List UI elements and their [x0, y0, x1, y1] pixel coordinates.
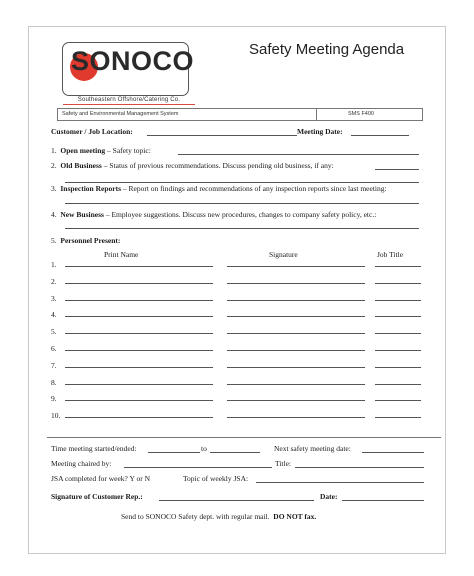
personnel-name-field[interactable]: [65, 266, 213, 267]
page-title: Safety Meeting Agenda: [249, 41, 405, 58]
system-label: Safety and Environmental Management System: [62, 111, 179, 117]
new-business-field[interactable]: [65, 228, 419, 229]
row-number: 10.: [51, 411, 61, 421]
system-bar-divider: [316, 109, 317, 120]
date-label: Date:: [320, 492, 338, 501]
personnel-signature-field[interactable]: [227, 400, 365, 401]
old-business-field[interactable]: [375, 169, 419, 170]
form-code: SMS F400: [348, 111, 374, 117]
personnel-name-field[interactable]: [65, 350, 213, 351]
personnel-name-field[interactable]: [65, 316, 213, 317]
personnel-job-title-field[interactable]: [375, 400, 421, 401]
to-label: to: [201, 444, 207, 453]
next-meeting-label: Next safety meeting date:: [274, 444, 351, 453]
column-job-title: Job Title: [377, 250, 404, 259]
personnel-name-field[interactable]: [65, 300, 213, 301]
logo-text: SONOCO: [71, 46, 195, 76]
customer-label: Customer / Job Location:: [51, 127, 133, 136]
row-number: 4.: [51, 310, 57, 320]
meeting-date-label: Meeting Date:: [297, 127, 343, 136]
title-label: Title:: [275, 459, 291, 468]
personnel-signature-field[interactable]: [227, 283, 365, 284]
personnel-name-field[interactable]: [65, 384, 213, 385]
personnel-job-title-field[interactable]: [375, 417, 421, 418]
personnel-name-field[interactable]: [65, 417, 213, 418]
agenda-item-4: 4. New Business – Employee suggestions. Discuss new procedures, changes to company safety policy, etc.:: [51, 210, 377, 219]
personnel-name-field[interactable]: [65, 367, 213, 368]
row-number: 6.: [51, 344, 57, 353]
safety-topic-field[interactable]: [178, 154, 419, 155]
agenda-item-2: 2. Old Business – Status of previous recommendations. Discuss pending old business, if any:: [51, 161, 334, 170]
row-number: 8.: [51, 377, 57, 387]
meeting-date-field[interactable]: [351, 135, 409, 136]
chaired-label: Meeting chaired by:: [51, 459, 112, 468]
personnel-signature-field[interactable]: [227, 300, 365, 301]
personnel-signature-field[interactable]: [227, 266, 365, 267]
personnel-job-title-field[interactable]: [375, 316, 421, 317]
personnel-job-title-field[interactable]: [375, 367, 421, 368]
row-number: 2.: [51, 276, 57, 286]
send-instructions: Send to SONOCO Safety dept. with regular mail. DO NOT fax.: [121, 512, 317, 521]
section-divider: [47, 437, 441, 438]
personnel-signature-field[interactable]: [227, 333, 365, 334]
signature-date-field[interactable]: [342, 500, 424, 501]
personnel-signature-field[interactable]: [227, 316, 365, 317]
form-sheet: [28, 26, 446, 554]
customer-field[interactable]: [147, 135, 297, 136]
personnel-job-title-field[interactable]: [375, 384, 421, 385]
personnel-name-field[interactable]: [65, 283, 213, 284]
personnel-signature-field[interactable]: [227, 384, 365, 385]
system-bar: [57, 108, 423, 121]
agenda-item-5: 5. Personnel Present:: [51, 236, 121, 245]
jsa-label: JSA completed for week? Y or N: [51, 474, 151, 483]
company-logo: [62, 42, 195, 96]
personnel-name-field[interactable]: [65, 333, 213, 334]
chaired-by-field[interactable]: [124, 467, 272, 468]
row-number: 9.: [51, 394, 57, 404]
personnel-job-title-field[interactable]: [375, 300, 421, 301]
personnel-signature-field[interactable]: [227, 350, 365, 351]
personnel-job-title-field[interactable]: [375, 283, 421, 284]
inspection-reports-field[interactable]: [65, 203, 419, 204]
agenda-item-3: 3. Inspection Reports – Report on findings and recommendations of any inspection reports since last meeting:: [51, 184, 387, 193]
personnel-job-title-field[interactable]: [375, 333, 421, 334]
personnel-job-title-field[interactable]: [375, 350, 421, 351]
row-number: 3.: [51, 293, 57, 303]
personnel-signature-field[interactable]: [227, 417, 365, 418]
signature-label: Signature of Customer Rep.:: [51, 492, 143, 501]
old-business-line-2[interactable]: [65, 182, 419, 183]
column-print-name: Print Name: [104, 250, 139, 259]
row-number: 5.: [51, 327, 57, 337]
column-signature: Signature: [269, 250, 298, 259]
row-number: 1.: [51, 260, 57, 269]
topic-jsa-label: Topic of weekly JSA:: [183, 474, 249, 483]
personnel-name-field[interactable]: [65, 400, 213, 401]
personnel-job-title-field[interactable]: [375, 266, 421, 267]
customer-signature-field[interactable]: [159, 500, 314, 501]
time-label: Time meeting started/ended:: [51, 444, 137, 453]
row-number: 7.: [51, 360, 57, 370]
topic-jsa-field[interactable]: [256, 482, 424, 483]
time-started-field[interactable]: [148, 452, 200, 453]
personnel-signature-field[interactable]: [227, 367, 365, 368]
next-meeting-field[interactable]: [362, 452, 424, 453]
chair-title-field[interactable]: [295, 467, 424, 468]
logo-subtitle: Southeastern Offshore/Catering Co.: [63, 97, 195, 105]
agenda-item-1: 1. Open meeting – Safety topic:: [51, 146, 151, 155]
time-ended-field[interactable]: [210, 452, 260, 453]
